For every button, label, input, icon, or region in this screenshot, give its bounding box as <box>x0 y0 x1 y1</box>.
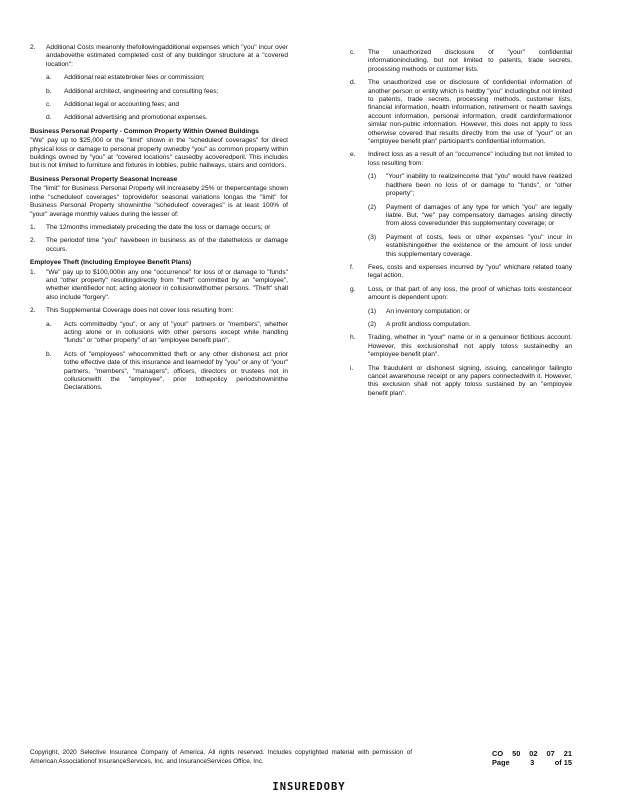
sub-item-body <box>386 173 572 198</box>
left-column <box>30 44 288 398</box>
sub-item-text: A profit andloss computation. <box>386 320 471 328</box>
sub-item-body <box>64 114 288 122</box>
item-text: Fees, costs and expenses incurred by "you" whichare related toany legal action. <box>368 263 572 280</box>
sub-item-marker: a. <box>46 320 52 328</box>
item-body <box>368 49 572 74</box>
item-text: The periodof time "you" havebeen in business as of the datetheloss or damage occurs. <box>46 237 288 253</box>
sub-item-marker: b. <box>46 87 52 95</box>
item-body <box>46 224 288 232</box>
item-body <box>368 79 572 146</box>
lettered-item <box>350 286 572 330</box>
sub-item-marker: (3) <box>368 233 377 241</box>
item-marker: 2. <box>30 237 36 245</box>
item-text: Additional Costs meanonly thefollowingadditional expenses which "you" incur over andabovethe estimated completed cost of any buildingor structure at a "covered location": <box>46 44 288 68</box>
item-marker: i. <box>350 364 354 372</box>
item-marker: 1. <box>30 223 36 231</box>
item-body <box>46 237 288 254</box>
sub-item <box>368 321 572 329</box>
sub-item-text: Additional legal or accounting fees; and <box>64 101 180 109</box>
sub-item-marker: b. <box>46 350 52 358</box>
sub-item-text: Additional advertising and promotional expenses. <box>64 114 208 122</box>
numbered-item <box>30 237 288 254</box>
form-number-part: CO <box>492 749 504 758</box>
item-text: Trading, whether in "your" name or in a genuineor fictitious account. However, this exclusionshall not apply toloss sustainedby an "employee benefit plan". <box>368 334 572 359</box>
sub-item <box>46 88 288 96</box>
sub-item-text: Payment of costs, fees or other expenses "you" incur in establishingeither the existence or the amount of loss under this supplementary coverage. <box>386 233 572 258</box>
sub-item-marker: (1) <box>368 173 377 181</box>
sub-item <box>46 101 288 109</box>
page-number: 3 <box>530 758 535 768</box>
lettered-item <box>350 49 572 74</box>
item-text: This Supplemental Coverage does not cover loss resulting from: <box>46 307 234 315</box>
item-body <box>46 44 288 123</box>
item-text: "We" pay up to $100,000in any one "occurrence" for loss of or damage to "funds" and "other property" resultingdirectly from "theft" committed by an "employee", whether identifiedor not; acting aloneor in collusionwithother persons. "Theft" shall also include "forgery". <box>46 268 288 301</box>
sub-item <box>46 74 288 82</box>
item-body <box>368 286 572 330</box>
page-total: of 15 <box>554 758 572 768</box>
sub-item <box>46 321 288 346</box>
page-label: Page <box>492 758 510 768</box>
right-column <box>350 44 572 403</box>
sub-item-body <box>64 74 288 82</box>
sub-item <box>46 114 288 122</box>
sub-item-marker: (1) <box>368 307 377 315</box>
sub-item <box>368 234 572 259</box>
sub-item <box>368 308 572 316</box>
item-marker: e. <box>350 151 356 159</box>
form-number-part: 50 <box>512 749 521 758</box>
item-body <box>368 264 572 281</box>
numbered-item <box>30 307 288 393</box>
sub-item-text: An inventory computation; or <box>386 307 470 315</box>
item-marker: c. <box>350 49 356 56</box>
numbered-item <box>30 44 288 123</box>
sub-item-body <box>386 204 572 229</box>
item-marker: 2. <box>30 44 36 51</box>
item-marker: f. <box>350 263 354 271</box>
section-heading: Business Personal Property - Common Property Within Owned Buildings <box>30 127 259 135</box>
item-text: The 12months immediately preceding the date the loss or damage occurs; or <box>46 223 271 231</box>
item-text: Indirect loss as a result of an "occurrence" including but not limited to loss resulting from: <box>368 151 572 167</box>
sub-item-body <box>386 308 572 316</box>
sub-item-body <box>64 321 288 346</box>
sub-item <box>368 173 572 198</box>
sub-item-marker: c. <box>46 101 52 109</box>
item-text: Loss, or that part of any loss, the proof of whichas toits existenceor amount is dependent upon: <box>368 285 572 302</box>
sub-item-text: Additional architect, engineering and consulting fees; <box>64 87 219 95</box>
paragraph: "We" pay up to $25,000 or the "limit" shown in the "scheduleof coverages" for direct physical loss or damage to personal property ownedby "you" as common property within buildings owned by "you" at "covered locations" causedby acoveredperil. This includes but is not limited to furniture and fixtures in lobbies, public hallways, stairs and corridors. <box>30 137 288 170</box>
numbered-item <box>30 269 288 303</box>
sub-item-text: Payment of damages of any type for which "you" are legally liable. But, "we" pay compensatory damages arising directly from aloss coveredunder this supplementary coverage; or <box>386 203 572 228</box>
sub-item-marker: (2) <box>368 203 377 211</box>
item-body <box>46 269 288 303</box>
sub-item <box>46 351 288 393</box>
lettered-item <box>350 365 572 399</box>
sub-item-body <box>64 88 288 96</box>
item-body <box>368 334 572 359</box>
form-number-part: 21 <box>563 749 572 758</box>
section-heading: Business Personal Property Seasonal Increase <box>30 175 178 183</box>
item-marker: 2. <box>30 307 36 315</box>
form-info <box>492 749 572 767</box>
sub-item-text: Acts committedby "you", or any of "your" partners or "members", whether acting alone or in collusions with other persons except while handling "funds" or "other property" of an "employee benefit plan". <box>64 320 288 345</box>
form-number-part: 07 <box>546 749 555 758</box>
item-text: The unauthorized use or disclosure of confidential information of another person or entity which is heldby "you" includingbut not limited to patents, trade secrets, processing methods, customer lists, financial information, health information, retirement or health savings account information, personal information, credit cardinformationor similar non-public information. However, this does not apply to loss otherwise covered that results directly from the use of "your" or an "employee benefit plan" participant's confidential information. <box>368 79 572 146</box>
item-marker: 1. <box>30 268 36 276</box>
brand-wordmark: INSUREDOBY <box>272 781 346 793</box>
sub-item-marker: a. <box>46 74 52 82</box>
item-marker: h. <box>350 334 356 342</box>
section-heading: Employee Theft (Including Employee Benefit Plans) <box>30 259 192 267</box>
form-number <box>492 749 572 758</box>
sub-item-body <box>64 351 288 393</box>
lettered-item <box>350 334 572 359</box>
item-body <box>368 365 572 399</box>
form-number-part: 02 <box>529 749 538 758</box>
item-marker: d. <box>350 79 356 87</box>
numbered-item <box>30 224 288 232</box>
item-text: The fraudulent or dishonest signing, issuing, cancelingor failingto cancel awarehouse receipt or any papers connectedwith it. However, this exclusion shall not apply toloss sustained by an "employee benefit plan". <box>368 364 572 397</box>
item-marker: g. <box>350 285 356 293</box>
sub-item-marker: (2) <box>368 320 377 328</box>
sub-item <box>368 204 572 229</box>
sub-item-text: Acts of "employees" whocommitted theft or any other dishonest act prior tothe effective date of this insurance and learnedof by "you" or any of "your" partners, "members", "managers", officers, directors or trustees not in collusionwith the "employee", prior tothepolicy periodshowninthe Declarations. <box>64 350 288 392</box>
sub-item-text: Additional real estatebroker fees or commission; <box>64 74 205 82</box>
item-body <box>46 307 288 393</box>
sub-item-body <box>386 321 572 329</box>
copyright-notice: Copyright, 2020 Selective Insurance Company of America. All rights reserved. Includes copyrighted material with permission of American Associationof InsuranceServices, Inc. and InsuranceServices Office, Inc. <box>30 749 412 765</box>
lettered-item <box>350 151 572 258</box>
sub-item-body <box>64 101 288 109</box>
sub-item-text: "Your" inability to realizeincome that "you" would have realized hadthere been no loss of or damage to "funds", or "other property"; <box>386 173 572 198</box>
item-body <box>368 151 572 258</box>
page-indicator <box>492 758 572 767</box>
sub-item-body <box>386 234 572 259</box>
lettered-item <box>350 79 572 146</box>
item-text: The unauthorized disclosure of "your" confidential informationincluding, but not limited to patents, trade secrets, processing methods or customer lists. <box>368 49 572 73</box>
paragraph: The "limit" for Business Personal Property will increaseby 25% or thepercentage shown inthe "scheduleof coverages" toprovidefor seasonal variations longas the "limit" for Business Personal Property showninthe "scheduleof coverages" is at least 100% of "your" average monthly values during the lesser of: <box>30 185 288 218</box>
sub-item-marker: d. <box>46 114 52 122</box>
lettered-item <box>350 264 572 281</box>
